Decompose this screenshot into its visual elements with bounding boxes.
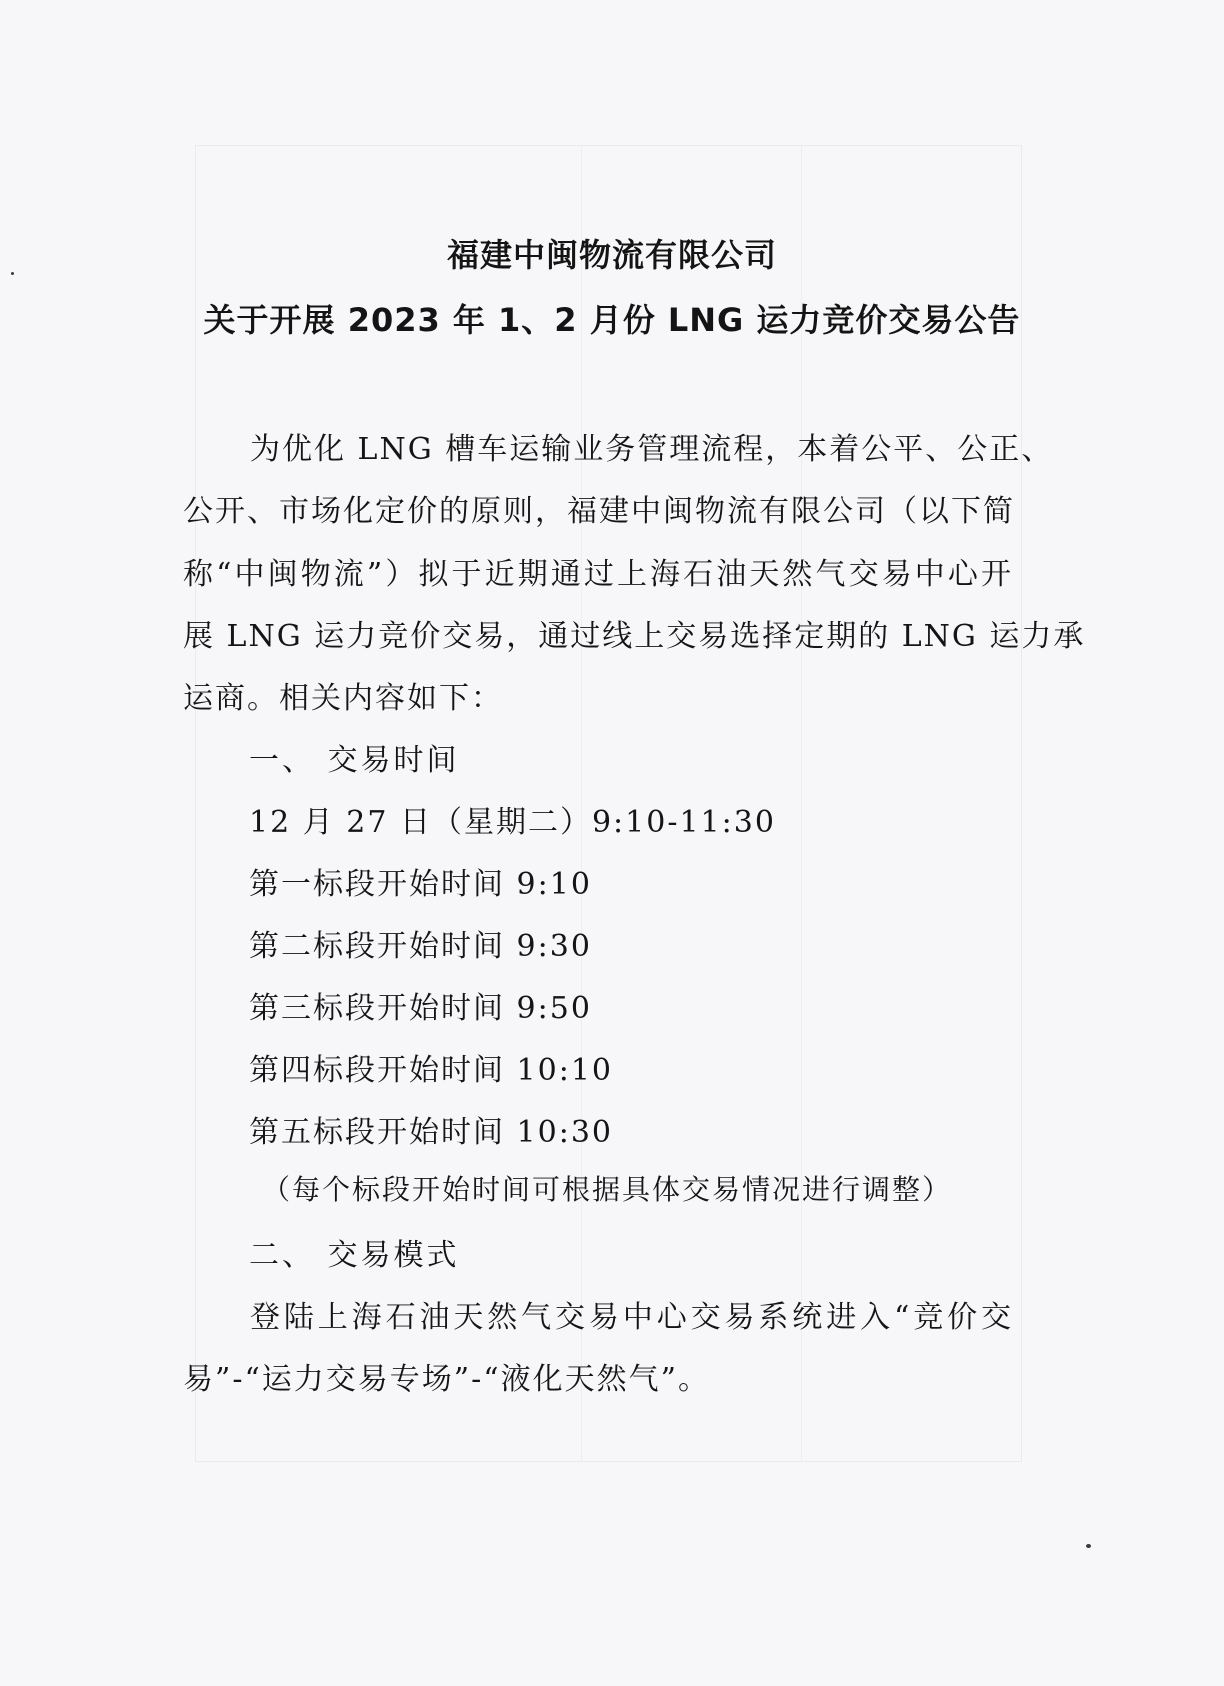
- intro-line: 公开、市场化定价的原则，福建中闽物流有限公司（以下简: [183, 494, 1015, 529]
- intro-line: 展 LNG 运力竞价交易，通过线上交易选择定期的 LNG 运力承: [183, 619, 1086, 654]
- trade-date-line: 12 月 27 日（星期二）9:10-11:30: [249, 805, 776, 840]
- lot-start-time: 第三标段开始时间 9:50: [249, 991, 592, 1026]
- intro-line: 称“中闽物流”）拟于近期通过上海石油天然气交易中心开: [183, 557, 1013, 592]
- scan-speck: [1086, 1544, 1091, 1548]
- lot-start-time: 第一标段开始时间 9:10: [249, 867, 592, 902]
- section-2-heading: 二、 交易模式: [249, 1238, 460, 1273]
- mode-line: 易”-“运力交易专场”-“液化天然气”。: [183, 1362, 710, 1397]
- adjustment-note: （每个标段开始时间可根据具体交易情况进行调整）: [262, 1173, 953, 1206]
- lot-start-time: 第五标段开始时间 10:30: [249, 1115, 613, 1150]
- document-title-announcement: 关于开展 2023 年 1、2 月份 LNG 运力竞价交易公告: [203, 301, 1021, 339]
- section-1-heading: 一、 交易时间: [249, 743, 460, 778]
- intro-line: 运商。相关内容如下：: [183, 681, 503, 716]
- intro-line: 为优化 LNG 槽车运输业务管理流程，本着公平、公正、: [250, 432, 1054, 467]
- scan-speck: [11, 272, 14, 275]
- lot-start-time: 第四标段开始时间 10:10: [249, 1053, 613, 1088]
- lot-start-time: 第二标段开始时间 9:30: [249, 929, 592, 964]
- document-title-company: 福建中闽物流有限公司: [446, 236, 777, 274]
- mode-line: 登陆上海石油天然气交易中心交易系统进入“竞价交: [250, 1300, 1013, 1335]
